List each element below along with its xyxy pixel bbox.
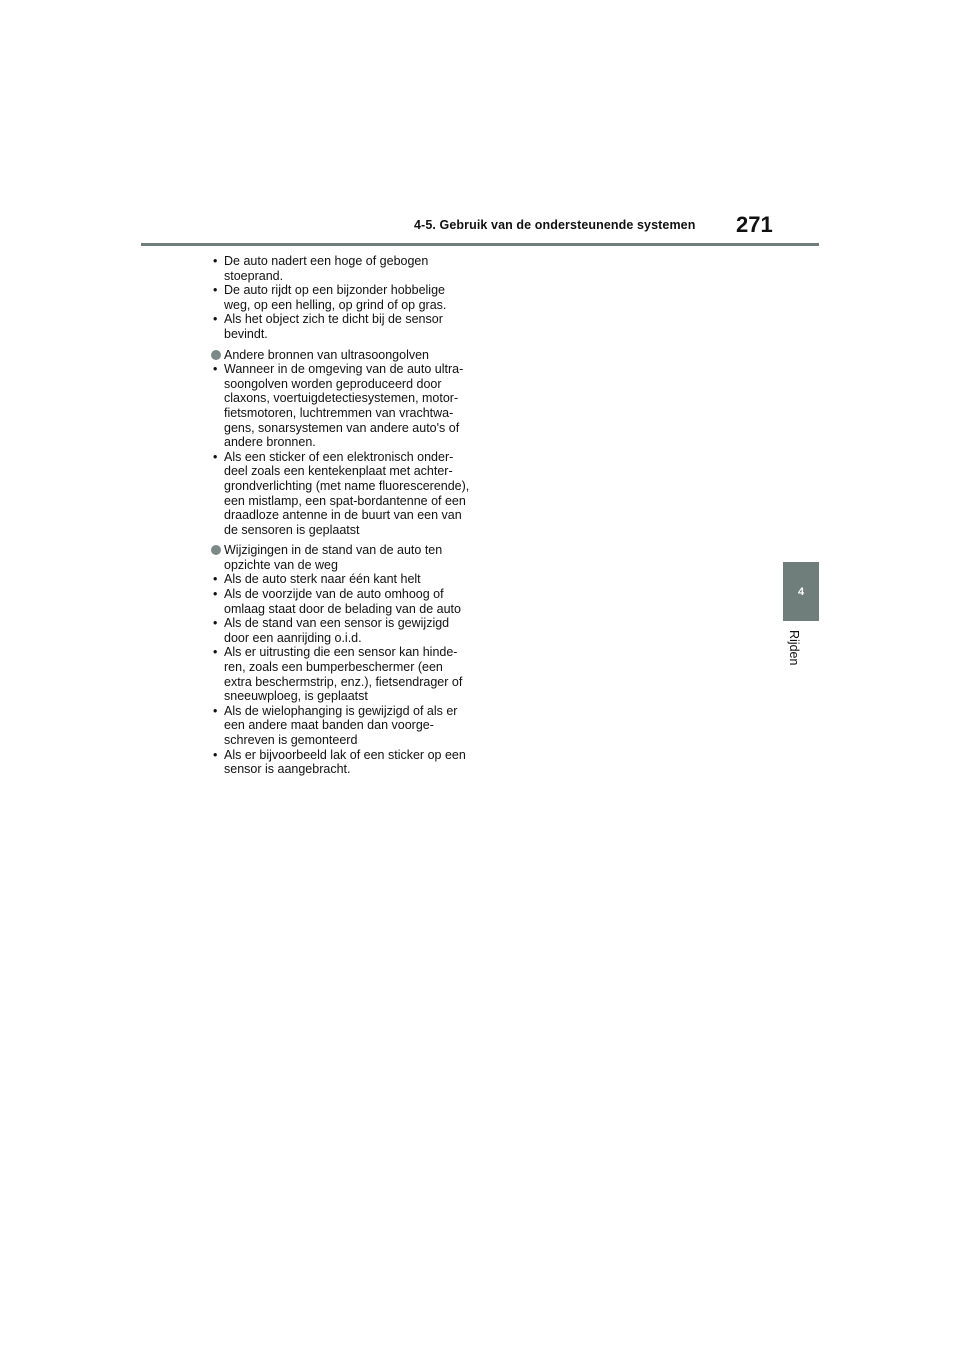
bullet-icon: • — [213, 362, 218, 377]
list-item: • Als het object zich te dicht bij de sensor bevindt. — [213, 312, 443, 341]
list-item: • Wanneer in de omgeving van de auto ultra-soongolven worden geproduceerd door claxons, voertuigdetectiesystemen, motor-fietsmotoren, luchtremmen van vrachtwa-gens, sonarsystemen van andere auto's of andere bronnen. — [213, 362, 464, 450]
list-item: • Als de auto sterk naar één kant helt — [213, 572, 421, 587]
section-heading: Andere bronnen van ultrasoongolven — [211, 348, 473, 363]
list-item: • Als de voorzijde van de auto omhoog of omlaag staat door de belading van de auto — [213, 587, 461, 616]
bullet-icon: • — [213, 254, 218, 268]
section-heading: Wijzigingen in de stand van de auto ten opzichte van de weg — [211, 543, 473, 572]
list-item: • Als er bijvoorbeeld lak of een sticker op een sensor is aangebracht. — [213, 747, 466, 777]
bullet-icon: • — [213, 312, 218, 327]
list-item: • De auto nadert een hoge of gebogen stoeprand. — [213, 254, 429, 283]
list-item: • Als de stand van een sensor is gewijzigd door een aanrijding o.i.d. — [213, 616, 450, 645]
bullet-icon: • — [213, 616, 218, 631]
bullet-icon: • — [213, 572, 218, 587]
list-item: • De auto rijdt op een bijzonder hobbelige weg, op een helling, op grind of op gras. — [213, 283, 447, 312]
chapter-name: Rijden — [787, 630, 801, 666]
section-ultrasonic-sources — [211, 348, 473, 538]
intro-list — [211, 254, 473, 342]
section-title: 4-5. Gebruik van de ondersteunende systemen — [414, 218, 696, 232]
bullet-icon: • — [213, 645, 218, 660]
section-vehicle-position — [211, 543, 473, 777]
bullet-icon: • — [213, 747, 218, 762]
bullet-icon: • — [213, 449, 218, 464]
list-item: • Als de wielophanging is gewijzigd of als er een andere maat banden dan voorge-schreven is gemonteerd — [213, 703, 458, 747]
body-text — [211, 254, 473, 783]
bullet-icon: • — [213, 703, 218, 718]
header-divider — [141, 243, 819, 246]
list-item: • Als er uitrusting die een sensor kan hinde-ren, zoals een bumperbeschermer (een extra beschermstrip, enz.), fietsendrager of sneeuwploeg, is geplaatst — [213, 645, 463, 704]
page-number: 271 — [736, 212, 773, 237]
bullet-icon: • — [213, 283, 218, 298]
chapter-tab — [783, 562, 819, 621]
circle-bullet-icon — [211, 545, 221, 555]
bullet-icon: • — [213, 587, 218, 602]
circle-bullet-icon — [211, 350, 221, 360]
list-item: • Als een sticker of een elektronisch onder-deel zoals een kentekenplaat met achter-grondverlichting (met name fluorescerende), een mistlamp, een spat-bordantenne of een draadloze antenne in de buurt van een van de sensoren is geplaatst — [213, 449, 470, 537]
chapter-number: 4 — [797, 585, 805, 598]
